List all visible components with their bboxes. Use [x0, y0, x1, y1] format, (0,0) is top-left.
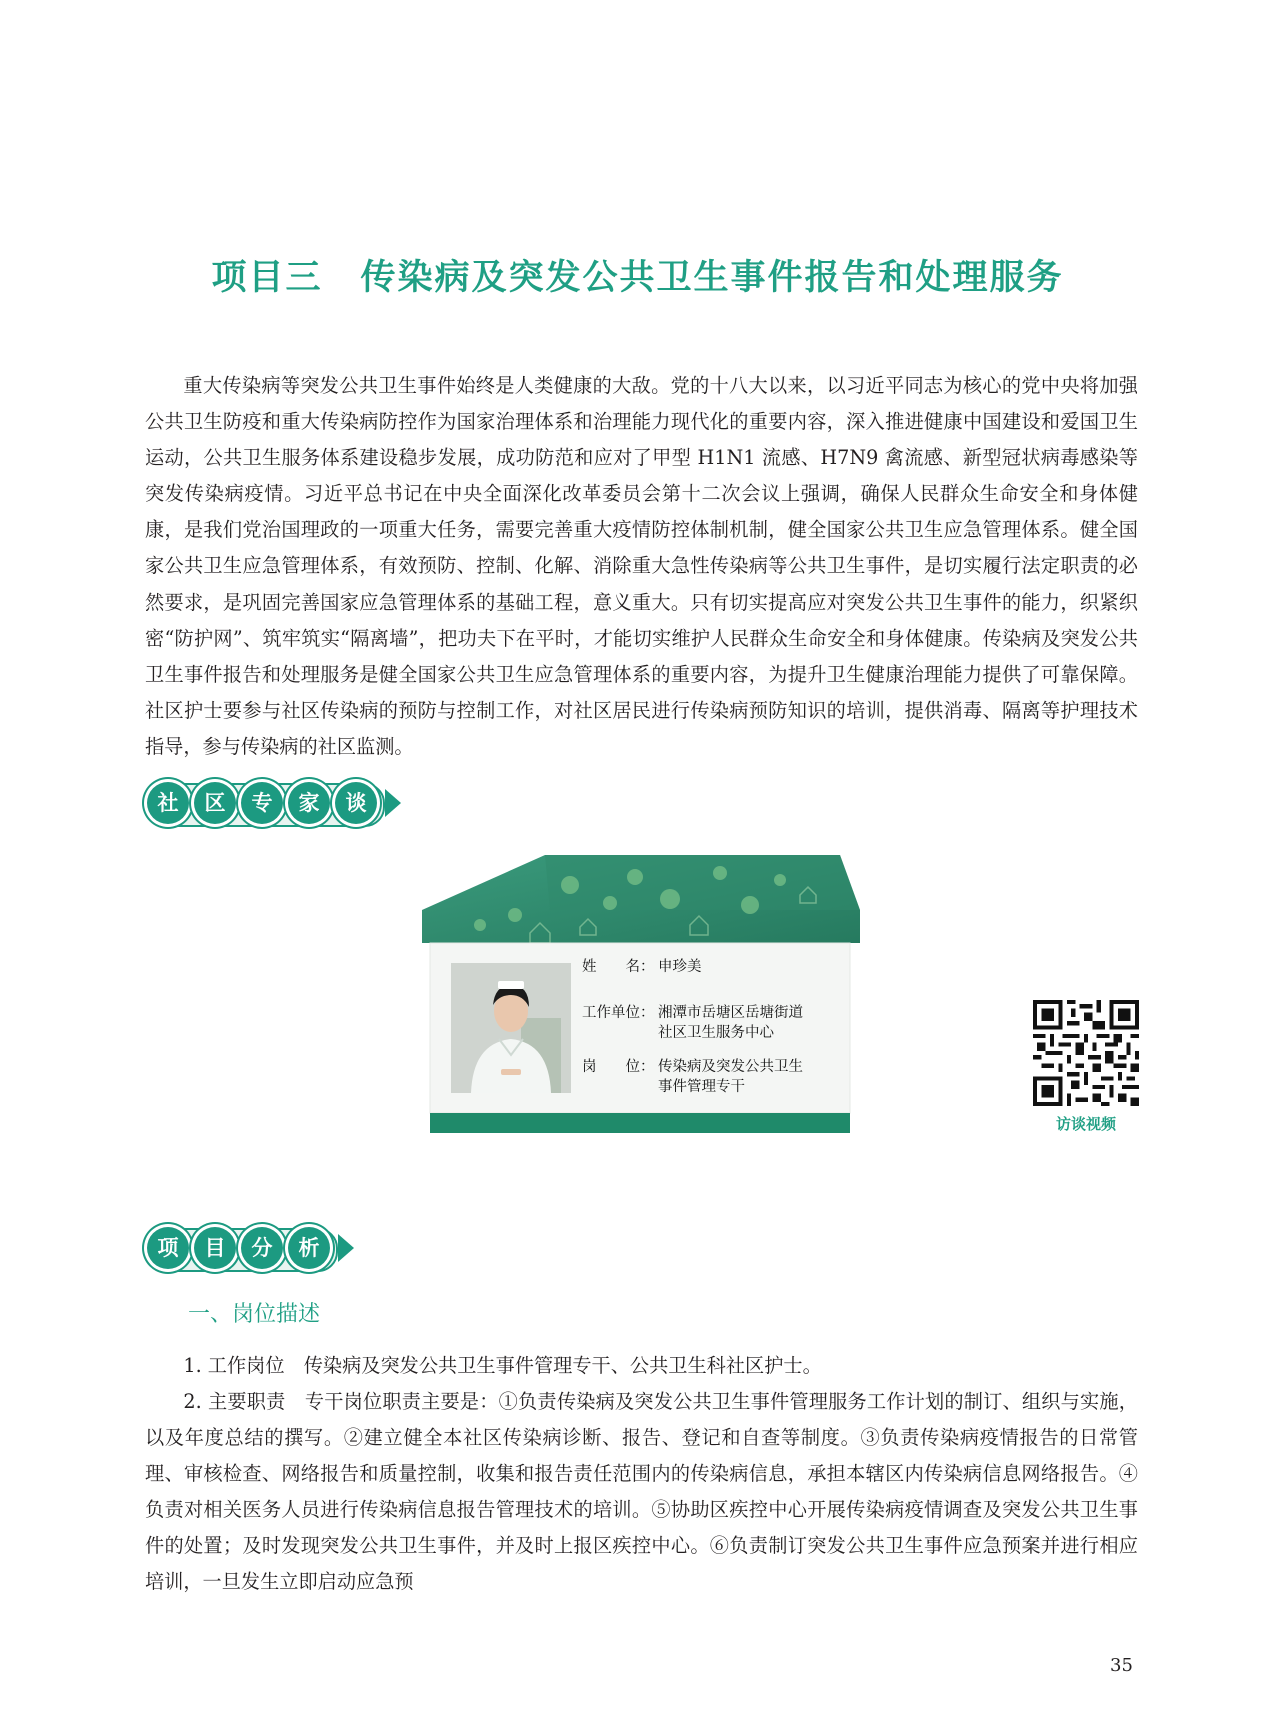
expert-name-row — [582, 957, 702, 977]
tag-char: 目 — [194, 1227, 236, 1269]
post-line-1: 传染病及突发公共卫生 — [658, 1059, 803, 1075]
unit-line-1: 湘潭市岳塘区岳塘街道 — [658, 1005, 803, 1021]
tag-char: 专 — [241, 782, 283, 824]
qr-code-icon[interactable] — [1033, 1000, 1139, 1106]
tag-char: 谈 — [335, 782, 377, 824]
name-label: 姓 名： — [582, 959, 655, 975]
unit-line-2: 社区卫生服务中心 — [658, 1025, 774, 1041]
tag-char: 项 — [147, 1227, 189, 1269]
expert-unit-row — [582, 1003, 803, 1043]
post-label: 岗 位： — [582, 1059, 655, 1075]
section-subheading: 一、岗位描述 — [188, 1302, 321, 1327]
project-number: 项目三 — [211, 257, 323, 298]
post-line-2: 事件管理专干 — [658, 1079, 745, 1095]
qr-label: 访谈视频 — [1055, 1115, 1116, 1133]
tag-arrow-icon — [385, 789, 401, 817]
unit-label: 工作单位： — [582, 1005, 655, 1021]
intro-paragraph: 重大传染病等突发公共卫生事件始终是人类健康的大敌。党的十八大以来，以习近平同志为核心的党中央将加强公共卫生防疫和重大传染病防控作为国家治理体系和治理能力现代化的重要内容，深入推进健康中国建设和爱国卫生运动，公共卫生服务体系建设稳步发展，成功防范和应对了甲型 H1N1 流感、H7N9 禽流感、新型冠状病毒感染等突发传染病疫情。习近平总书记在中央全面深化改革委员会第十二次会议上强调，确保人民群众生命安全和身体健康，是我们党治国理政的一项重大任务，需要完善重大疫情防控体制机制，健全国家公共卫生应急管理体系。健全国家公共卫生应急管理体系，有效预防、控制、化解、消除重大急性传染病等公共卫生事件，是切实履行法定职责的必然要求，是巩固完善国家应急管理体系的基础工程，意义重大。只有切实提高应对突发公共卫生事件的能力，织紧织密“防护网”、筑牢筑实“隔离墙”，把功夫下在平时，才能切实维护人民群众生命安全和身体健康。传染病及突发公共卫生事件报告和处理服务是健全国家公共卫生应急管理体系的重要内容，为提升卫生健康治理能力提供了可靠保障。社区护士要参与社区传染病的预防与控制工作，对社区居民进行传染病预防知识的培训，提供消毒、隔离等护理技术指导，参与传染病的社区监测。 — [145, 374, 1138, 758]
expert-name: 申珍美 — [658, 959, 702, 975]
job-position-item: 1. 工作岗位 传染病及突发公共卫生事件管理专干、公共卫生科社区护士。 — [183, 1354, 822, 1377]
section-tag-expert-talk — [143, 775, 393, 831]
tag-arrow-icon — [338, 1234, 354, 1262]
page-number: 35 — [1110, 1655, 1133, 1676]
tag-char: 区 — [194, 782, 236, 824]
page-title — [0, 250, 1275, 300]
nurse-portrait-icon — [451, 963, 571, 1093]
expert-post-row — [582, 1057, 803, 1097]
job-duties-item: 2. 主要职责 专干岗位职责主要是：①负责传染病及突发公共卫生事件管理服务工作计划的制订、组织与实施，以及年度总结的撰写。②建立健全本社区传染病诊断、报告、登记和自查等制度。③负责传染病疫情报告的日常管理、审核检查、网络报告和质量控制，收集和报告责任范围内的传染病信息，承担本辖区内传染病信息网络报告。④负责对相关医务人员进行传染病信息报告管理技术的培训。⑤协助区疾控中心开展传染病疫情调查及突发公共卫生事件的处置；及时发现突发公共卫生事件，并及时上报区疾控中心。⑥负责制订突发公共卫生事件应急预案并进行相应培训，一旦发生立即启动应急预 — [145, 1390, 1138, 1594]
tag-char: 分 — [241, 1227, 283, 1269]
tag-char: 社 — [147, 782, 189, 824]
tag-char: 家 — [288, 782, 330, 824]
section-tag-project-analysis — [143, 1220, 348, 1276]
tag-char: 析 — [288, 1227, 330, 1269]
project-title: 传染病及突发公共卫生事件报告和处理服务 — [360, 257, 1064, 298]
expert-photo — [451, 963, 571, 1093]
